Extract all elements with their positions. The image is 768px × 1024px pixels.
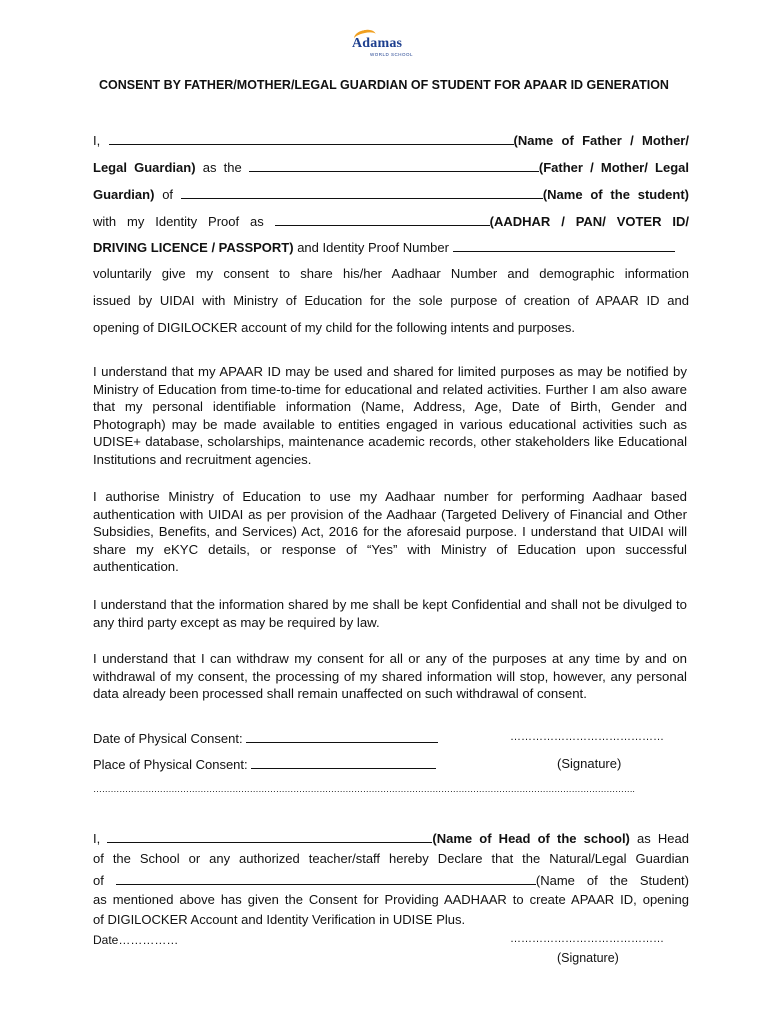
text: of [162, 187, 174, 202]
relation-field[interactable] [249, 159, 539, 172]
parent-line-3 [93, 186, 689, 202]
head-date: Date…………… [93, 933, 179, 947]
paragraph-authorisation: I authorise Ministry of Education to use my Aadhaar number for performing Aadhaar based authentication with UIDAI as per provision of the Aadhaar (Targeted Delivery of Financial and Other Subsidies, Benefits, and Services) Act, 2016 for the aforesaid purpose. I understand that UIDAI will share my eKYC details, or response of “Yes” with Ministry of Education upon successful authentication. [93, 489, 687, 575]
date-of-consent-field[interactable] [246, 730, 438, 743]
head-signature-line: …………………………………… [510, 933, 664, 945]
place-of-consent [93, 756, 436, 772]
signature-label: (Signature) [557, 756, 622, 771]
parent-name-field[interactable] [109, 132, 514, 145]
parent-line-2 [93, 159, 689, 175]
signature-line: …………………………………… [510, 731, 664, 743]
head-name-field[interactable] [107, 830, 432, 843]
place-of-consent-field[interactable] [251, 756, 436, 769]
text: DRIVING LICENCE / PASSPORT) [93, 240, 294, 255]
head-line-1 [93, 830, 689, 846]
school-logo [348, 28, 420, 58]
text: (Name of Father / Mother/ [513, 133, 689, 148]
parent-line-4 [93, 213, 689, 229]
separator: ……………………………………………………………………………………………………………………………………………………………………. [93, 784, 635, 794]
head-line-4: as mentioned above has given the Consent for Providing AADHAAR to create APAAR ID, opening [93, 892, 689, 907]
text: (Name of Head of the school) [432, 831, 630, 846]
text: (Name of the student) [542, 187, 689, 202]
parent-line-6: voluntarily give my consent to share his/her Aadhaar Number and demographic information [93, 266, 689, 281]
identity-proof-field[interactable] [275, 213, 490, 226]
text: I, [93, 831, 101, 846]
head-line-3 [93, 872, 689, 888]
paragraph-confidentiality: I understand that the information shared by me shall be kept Confidential and shall not be divulged to any third party except as may be required by law. [93, 597, 687, 630]
text: Guardian) [93, 187, 155, 202]
text: with my Identity Proof as [93, 214, 264, 229]
text: (Father / Mother/ Legal [538, 160, 689, 175]
logo-name: Adamas [352, 36, 403, 51]
text: Date of Physical Consent: [93, 731, 243, 746]
text: I, [93, 133, 101, 148]
parent-line-5 [93, 239, 689, 255]
parent-line-7: issued by UIDAI with Ministry of Education for the sole purpose of creation of APAAR ID and [93, 293, 689, 308]
paragraph-withdrawal: I understand that I can withdraw my consent for all or any of the purposes at any time by and on withdrawal of my consent, the processing of my shared information will stop, however, any personal data already been processed shall remain unaffected on such withdrawal of consent. [93, 651, 687, 702]
date-of-consent [93, 730, 438, 746]
student-name-field[interactable] [181, 186, 543, 199]
text: of [93, 873, 104, 888]
parent-line-1 [93, 132, 689, 148]
page-title: CONSENT BY FATHER/MOTHER/LEGAL GUARDIAN OF STUDENT FOR APAAR ID GENERATION [99, 78, 669, 92]
guardian-student-name-field[interactable] [116, 872, 536, 885]
text: (AADHAR / PAN/ VOTER ID/ [489, 214, 689, 229]
head-line-2: of the School or any authorized teacher/staff hereby Declare that the Natural/Legal Guardian [93, 851, 689, 866]
paragraph-apaar-usage: I understand that my APAAR ID may be used and shared for limited purposes as may be notified by Ministry of Education from time-to-time for educational and related activities. Further I am also aware that my personal identifiable information (Name, Address, Age, Date of Birth, Gender and Photograph) may be made available to entities engaged in various educational activities such as UDISE+ database, scholarships, maintenance academic records, other stakeholders like Educational Institutions and recruitment agencies. [93, 364, 687, 467]
text: and Identity Proof Number [297, 240, 449, 255]
parent-line-8: opening of DIGILOCKER account of my child for the following intents and purposes. [93, 320, 575, 335]
head-line-5: of DIGILOCKER Account and Identity Verification in UDISE Plus. [93, 912, 466, 927]
text: as the [202, 160, 242, 175]
text: as Head [637, 831, 689, 846]
logo-subtitle: WORLD SCHOOL [370, 52, 414, 57]
identity-number-field[interactable] [453, 239, 675, 252]
head-signature-label: (Signature) [557, 951, 619, 965]
text: Place of Physical Consent: [93, 757, 248, 772]
text: Legal Guardian) [93, 160, 196, 175]
text: (Name of the Student) [535, 873, 689, 888]
